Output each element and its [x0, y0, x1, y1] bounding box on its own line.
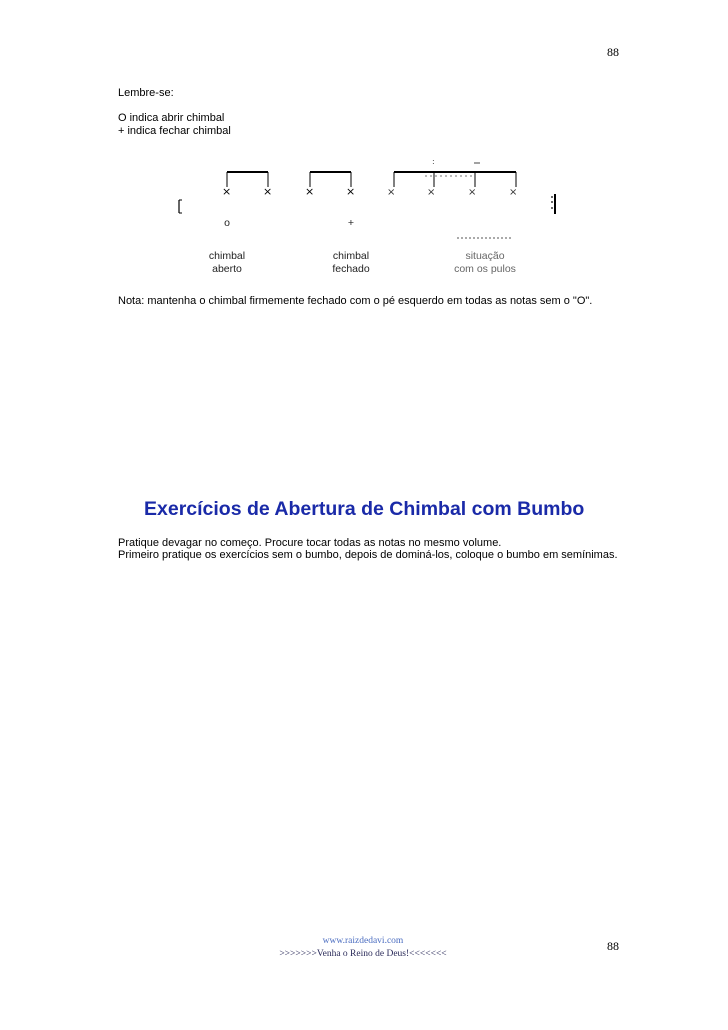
section-line1: Pratique devagar no começo. Procure tocar todas as notas no mesmo volume.	[118, 537, 502, 549]
label-closed-line1: chimbal	[332, 250, 370, 262]
label-third-line2: com os pulos	[454, 263, 516, 275]
reminder-line-open: O indica abrir chimbal	[118, 112, 225, 124]
note-group-third	[387, 157, 517, 198]
reminder-title: Lembre-se:	[118, 87, 174, 99]
section-heading: Exercícios de Abertura de Chimbal com Bumbo	[144, 498, 585, 520]
label-closed-line2: fechado	[332, 263, 370, 275]
reminder-line-close: + indica fechar chimbal	[118, 125, 231, 137]
svg-text:×: ×	[468, 187, 477, 198]
label-open-line2: aberto	[212, 263, 242, 275]
label-open-line1: chimbal	[208, 250, 246, 262]
note-group-closed	[305, 172, 355, 198]
footer-page-number: 88	[607, 939, 619, 953]
open-symbol: o	[224, 217, 230, 229]
svg-text:×: ×	[346, 185, 356, 198]
svg-text:×: ×	[387, 187, 396, 198]
svg-text:×: ×	[222, 185, 232, 198]
label-third-line1: situação	[465, 250, 505, 262]
svg-text:×: ×	[263, 185, 273, 198]
header-page-number: 88	[607, 45, 619, 59]
svg-text:×: ×	[427, 187, 436, 198]
note-group-open	[222, 172, 272, 198]
svg-text:×: ×	[509, 187, 518, 198]
note-text: Nota: mantenha o chimbal firmemente fechado com o pé esquerdo em todas as notas sem o "O".	[118, 295, 593, 307]
footer-message: >>>>>>>Venha o Reino de Deus!<<<<<<<	[279, 949, 447, 959]
closed-symbol: +	[347, 217, 355, 229]
svg-text:×: ×	[305, 185, 315, 198]
svg-text::: :	[432, 157, 435, 166]
staff-end-marker	[551, 194, 555, 214]
section-line2: Primeiro pratique os exercícios sem o bumbo, depois de dominá-los, coloque o bumbo em semínimas.	[118, 549, 618, 561]
footer-site-link[interactable]: www.raizdedavi.com	[322, 936, 404, 946]
